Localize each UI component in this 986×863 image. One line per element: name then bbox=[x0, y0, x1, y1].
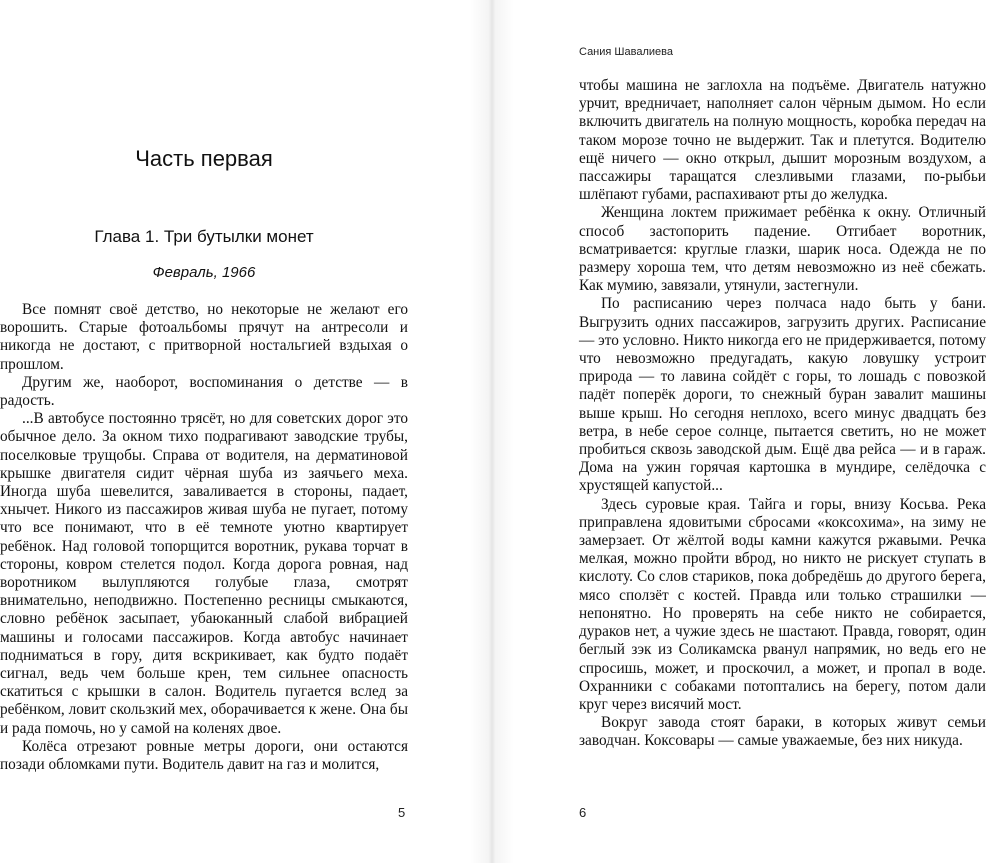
paragraph: Колёса отрезают ровные метры дороги, они остаются позади обломками пути. Водитель давит на газ и молится, bbox=[0, 737, 408, 774]
paragraph: По расписанию через полчаса надо быть у бани. Выгрузить одних пассажиров, загрузить других. Расписание — это условно. Никто никогда его не придерживается, потому что невозможно предугадать, какую ловушку устроит природа — то лавина сойдёт с горы, то лошадь с повозкой падёт поперёк дороги, то снежный буран завалит машины выше крыш. Но сегодня неплохо, всего минус двадцать без ветра, в небе серое солнце, пытается светить, но не может пробиться сквозь заводской дым. Ещё два рейса — и в гараж. Дома на ужин горячая картошка в мундире, селёдочка с хрустящей капустой... bbox=[579, 295, 986, 495]
page-number-left: 5 bbox=[398, 805, 406, 820]
left-page-body bbox=[0, 301, 408, 774]
chapter-date: Февраль, 1966 bbox=[152, 264, 256, 281]
right-page-body bbox=[579, 77, 986, 751]
right-page bbox=[492, 0, 986, 863]
paragraph: Все помнят своё детство, но некоторые не желают его ворошить. Старые фотоальбомы прячут на антресоли и никогда не достают, с притворной ностальгией вздыхая о прошлом. bbox=[0, 301, 408, 373]
chapter-title: Глава 1. Три бутылки монет bbox=[94, 227, 314, 246]
paragraph: Здесь суровые края. Тайга и горы, внизу Косьва. Река приправлена ядовитыми сбросами «коксохима», на зиму не замерзает. От жёлтой воды камни кажутся ржавыми. Речка мелкая, можно пройти вброд, но никто не рискует ступать в кислоту. Со слов стариков, пока добредёшь до другого берега, мясо сползёт с костей. Правда или только страшилки — непонятно. Но проверять на себе никто не собирается, дураков нет, а чужие здесь не шастают. Правда, говорят, один беглый зэк из Соликамска рванул напрямик, но ведь его не спросишь, может, и проскочил, а может, и пропал в воде. Охранники с собаками потоптались на берегу, потом дали круг через висячий мост. bbox=[579, 495, 986, 713]
running-head-author: Сания Шавалиева bbox=[579, 46, 673, 58]
part-title: Часть первая bbox=[135, 146, 273, 171]
paragraph: Другим же, наоборот, воспоминания о детстве — в радость. bbox=[0, 373, 408, 410]
paragraph: Женщина локтем прижимает ребёнка к окну. Отличный способ застопорить падение. Отгибает воротник, всматривается: круглые глазки, шарик носа. Одежда не по размеру хороша тем, что детям невозможно из неё сбежать. Как мумию, завязали, утянули, застегнули. bbox=[579, 204, 986, 295]
paragraph-continued: чтобы машина не заглохла на подъёме. Двигатель натужно урчит, вредничает, наполняет салон чёрным дымом. Но если включить двигатель на полную мощность, коробка передач на таком морозе точно не выдержит. Так и плетутся. Водителю ещё ничего — окно открыл, дышит морозным воздухом, а пассажиры таращатся слезливыми глазами, по-рыбьи шлёпают губами, распахивают рты до желудка. bbox=[579, 77, 986, 204]
page-number-right: 6 bbox=[579, 805, 587, 820]
paragraph: ...В автобусе постоянно трясёт, но для советских дорог это обычное дело. За окном тихо подрагивают заводские трубы, поселковые трущобы. Справа от водителя, на дерматиновой крышке двигателя сидит чёрная шуба из заячьего меха. Иногда шуба шевелится, заваливается в стороны, падает, хнычет. Никого из пассажиров живая шуба не пугает, потому что все понимают, что в её темноте уютно квартирует ребёнок. Над головой топорщится воротник, рукава торчат в стороны, ковром стелется подол. Когда дорога ровная, над воротником вылупляются голубые глаза, смотрят внимательно, неподвижно. Постепенно ресницы смыкаются, словно ребёнок засыпает, убаюканный слабой вибрацией машины и голосами пассажиров. Когда автобус начинает подниматься в гору, дитя вскрикивает, как будто подаёт сигнал, ведь чем больше крен, тем сильнее опасность скатиться с крышки в салон. Водитель пугается вслед за ребёнком, ловит скользкий мех, оборачивается к жене. Она бы и рада помочь, но у самой на коленях двое. bbox=[0, 410, 408, 737]
paragraph: Вокруг завода стоят бараки, в которых живут семьи заводчан. Коксовары — самые уважаемые, без них никуда. bbox=[579, 714, 986, 750]
left-page bbox=[0, 0, 492, 863]
